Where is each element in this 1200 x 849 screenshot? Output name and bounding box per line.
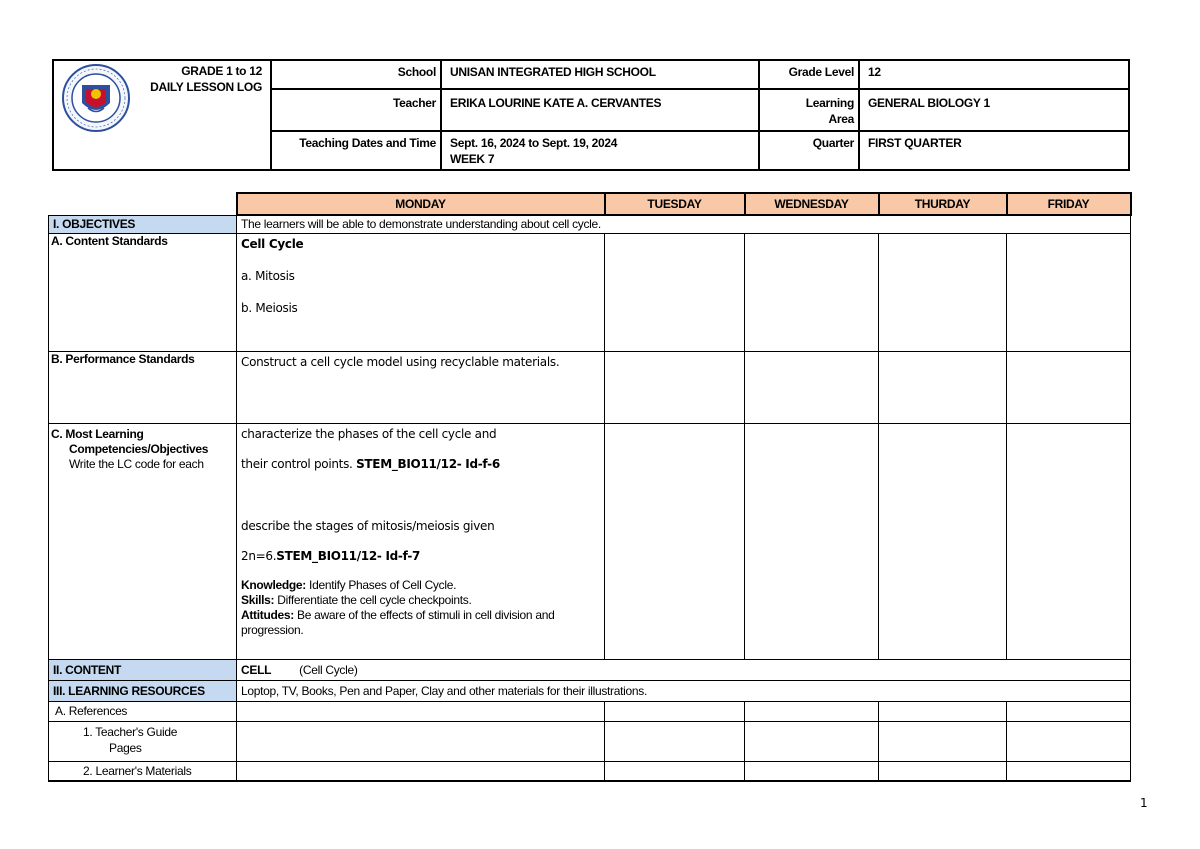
dates-label: Teaching Dates and Time bbox=[299, 136, 436, 150]
competencies-cell: characterize the phases of the cell cycle and their control points. STEM_BIO11/12- Id-f-6 describe the stages of mitosis/meiosis given 2n=6.STEM_BIO11/12- Id-f-7 Knowledge: Identify Phases of Cell Cycle. Skills: Differentiate the cell cycle checkpoints. Attitudes: Be aware of the effects of stimuli in cell division and progression. bbox=[237, 423, 605, 659]
competencies-row bbox=[49, 423, 1131, 659]
attitudes-line: Attitudes: Be aware of the effects of stimuli in cell division and progression. bbox=[241, 607, 555, 637]
grade-level-value: 12 bbox=[868, 65, 881, 79]
quarter-value: FIRST QUARTER bbox=[868, 136, 962, 150]
content-row bbox=[49, 659, 1131, 680]
objectives-label: I. OBJECTIVES bbox=[49, 215, 237, 233]
lc-code-1: STEM_BIO11/12- Id-f-6 bbox=[356, 456, 500, 471]
day-header-row bbox=[49, 193, 1131, 215]
log-title: DAILY LESSON LOG bbox=[150, 80, 262, 94]
lc-code-2: STEM_BIO11/12- Id-f-7 bbox=[276, 548, 421, 563]
week-value: WEEK 7 bbox=[450, 152, 495, 166]
content-label: II. CONTENT bbox=[49, 659, 237, 680]
teacher-value: ERIKA LOURINE KATE A. CERVANTES bbox=[450, 96, 662, 110]
content-standards-cell bbox=[237, 233, 605, 351]
day-wednesday: WEDNESDAY bbox=[745, 193, 879, 215]
learning-area-label-2: Area bbox=[828, 112, 854, 126]
resources-text: Loptop, TV, Books, Pen and Paper, Clay and other materials for their illustrations. bbox=[237, 680, 1131, 701]
performance-standards-row bbox=[49, 351, 1131, 423]
content-value: CELL (Cell Cycle) bbox=[237, 659, 1131, 680]
objectives-text: The learners will be able to demonstrate understanding about cell cycle. bbox=[237, 215, 1131, 233]
deped-seal-icon bbox=[60, 63, 132, 133]
page-number: 1 bbox=[1140, 796, 1148, 810]
teachers-guide-row bbox=[49, 721, 1131, 761]
teacher-label: Teacher bbox=[392, 96, 436, 110]
references-label: A. References bbox=[49, 701, 237, 721]
lesson-log-table bbox=[48, 192, 1130, 790]
dates-value: Sept. 16, 2024 to Sept. 19, 2024 bbox=[450, 136, 618, 150]
grade-level-label: Grade Level bbox=[788, 65, 854, 79]
school-value: UNISAN INTEGRATED HIGH SCHOOL bbox=[450, 65, 656, 79]
learning-area-value: GENERAL BIOLOGY 1 bbox=[868, 96, 990, 110]
learning-area-label: Learning bbox=[805, 96, 854, 110]
content-standards-row bbox=[49, 233, 1131, 351]
performance-standards-label: B. Performance Standards bbox=[49, 351, 237, 423]
competencies-label: C. Most Learning Competencies/Objectives Write the LC code for each bbox=[49, 423, 237, 659]
item-mitosis: a. Mitosis bbox=[241, 268, 295, 283]
performance-standards-text: Construct a cell cycle model using recyclable materials. bbox=[237, 351, 605, 423]
day-tuesday: TUESDAY bbox=[605, 193, 745, 215]
objectives-row bbox=[49, 215, 1131, 233]
header-box bbox=[52, 59, 1130, 171]
grade-range: GRADE 1 to 12 bbox=[181, 64, 262, 78]
day-monday: MONDAY bbox=[237, 193, 605, 215]
cell-cycle-title: Cell Cycle bbox=[241, 236, 304, 251]
school-label: School bbox=[397, 65, 436, 79]
content-standards-label: A. Content Standards bbox=[49, 233, 237, 351]
references-row bbox=[49, 701, 1131, 721]
skills-line: Skills: Differentiate the cell cycle checkpoints. bbox=[241, 592, 472, 607]
teachers-guide-label: 1. Teacher's Guide Pages bbox=[49, 721, 237, 761]
resources-row bbox=[49, 680, 1131, 701]
resources-label: III. LEARNING RESOURCES bbox=[49, 680, 237, 701]
learners-materials-label: 2. Learner's Materials bbox=[49, 761, 237, 781]
knowledge-line: Knowledge: Identify Phases of Cell Cycle. bbox=[241, 577, 457, 592]
item-meiosis: b. Meiosis bbox=[241, 300, 298, 315]
learners-materials-row bbox=[49, 761, 1131, 781]
quarter-label: Quarter bbox=[812, 136, 854, 150]
day-thursday: THURDAY bbox=[879, 193, 1007, 215]
day-friday: FRIDAY bbox=[1007, 193, 1131, 215]
